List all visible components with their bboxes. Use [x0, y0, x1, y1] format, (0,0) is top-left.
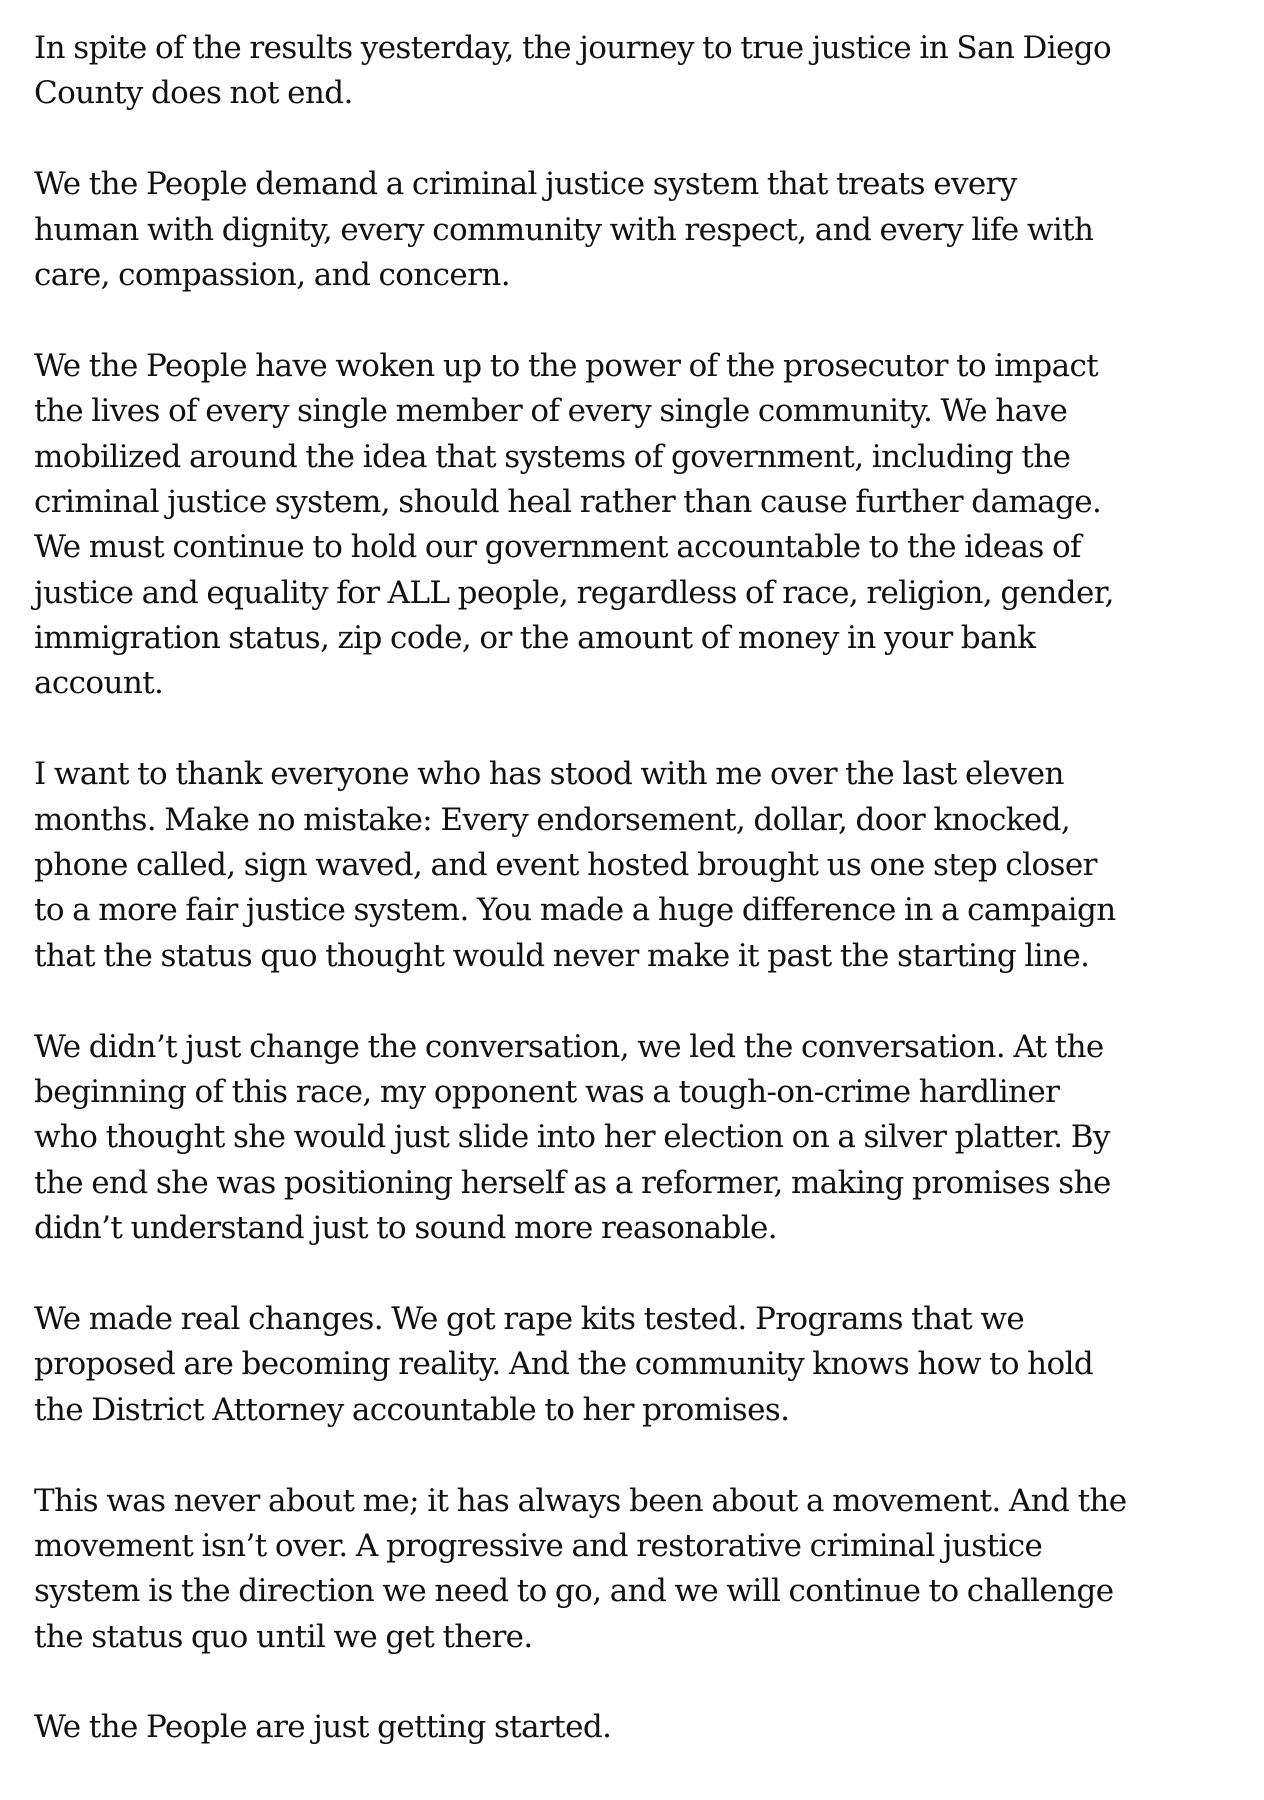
text-line: This was never about me; it has always been about a movement. And the — [34, 1482, 1127, 1519]
paragraph-thanks — [34, 752, 1244, 979]
text-line: to a more fair justice system. You made a huge difference in a campaign — [34, 892, 1116, 929]
text-line: mobilized around the idea that systems of government, including the — [34, 438, 1071, 475]
paragraph-real-changes — [34, 1297, 1244, 1433]
paragraph-conversation — [34, 1025, 1244, 1252]
paragraph-intro — [34, 26, 1244, 117]
text-line: months. Make no mistake: Every endorsement, dollar, door knocked, — [34, 801, 1071, 838]
paragraph-demand — [34, 162, 1244, 298]
text-line: We the People demand a criminal justice system that treats every — [34, 166, 1017, 203]
text-line: justice and equality for ALL people, regardless of race, religion, gender, — [34, 574, 1114, 611]
text-line: criminal justice system, should heal rather than cause further damage. — [34, 483, 1102, 520]
text-line: system is the direction we need to go, and we will continue to challenge — [34, 1573, 1114, 1610]
text-line: We the People are just getting started. — [34, 1709, 612, 1746]
text-line: who thought she would just slide into her election on a silver platter. By — [34, 1119, 1110, 1156]
paragraph-movement — [34, 1479, 1244, 1661]
text-line: In spite of the results yesterday, the journey to true justice in San Diego — [34, 30, 1112, 66]
text-line: County does not end. — [34, 75, 353, 112]
text-line: didn’t understand just to sound more reasonable. — [34, 1210, 778, 1247]
text-line: the District Attorney accountable to her promises. — [34, 1391, 790, 1428]
statement-document — [34, 26, 1244, 1751]
paragraph-prosecutor-power — [34, 344, 1244, 707]
text-line: the end she was positioning herself as a reformer, making promises she — [34, 1164, 1111, 1201]
paragraph-closing — [34, 1705, 1244, 1750]
text-line: proposed are becoming reality. And the community knows how to hold — [34, 1346, 1094, 1383]
text-line: human with dignity, every community with respect, and every life with — [34, 211, 1094, 248]
text-line: phone called, sign waved, and event hosted brought us one step closer — [34, 847, 1097, 884]
text-line: that the status quo thought would never make it past the starting line. — [34, 937, 1090, 974]
text-line: the lives of every single member of every single community. We have — [34, 393, 1068, 430]
text-line: We must continue to hold our government accountable to the ideas of — [34, 529, 1081, 566]
text-line: We made real changes. We got rape kits tested. Programs that we — [34, 1300, 1025, 1337]
text-line: care, compassion, and concern. — [34, 256, 511, 293]
text-line: account. — [34, 665, 164, 702]
text-line: the status quo until we get there. — [34, 1618, 533, 1655]
text-line: I want to thank everyone who has stood with me over the last eleven — [34, 756, 1064, 793]
text-line: We the People have woken up to the power of the prosecutor to impact — [34, 347, 1099, 384]
text-line: We didn’t just change the conversation, we led the conversation. At the — [34, 1028, 1104, 1065]
text-line: beginning of this race, my opponent was a tough-on-crime hardliner — [34, 1073, 1060, 1110]
text-line: immigration status, zip code, or the amount of money in your bank — [34, 620, 1036, 657]
text-line: movement isn’t over. A progressive and restorative criminal justice — [34, 1527, 1043, 1564]
